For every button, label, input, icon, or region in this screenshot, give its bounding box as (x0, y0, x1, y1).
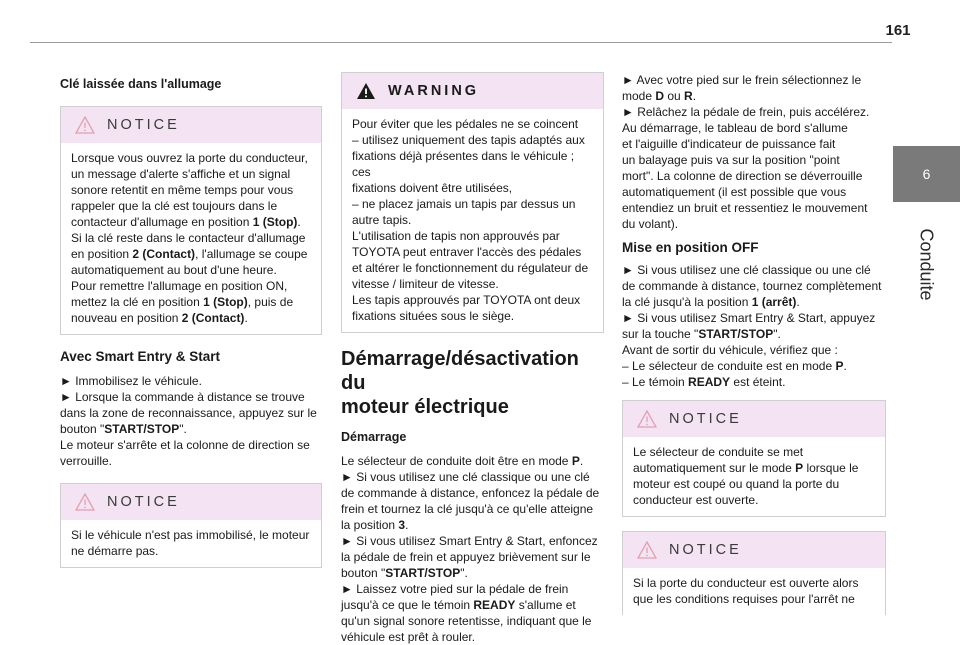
text-line: de commande à distance, enfoncez la pédale de (341, 486, 600, 500)
text-line: bouton "START/STOP". (60, 422, 187, 436)
chapter-title (893, 214, 960, 314)
warning-box (341, 72, 604, 333)
text-line: Si le véhicule n'est pas immobilisé, le moteur (71, 528, 310, 542)
text-line: – utilisez uniquement des tapis adaptés aux (352, 133, 585, 147)
notice-header (61, 107, 321, 143)
text-line: un message d'alerte s'affiche et un signal (71, 167, 291, 181)
bold-term: P (795, 461, 804, 475)
text-line: automatiquement (il est possible que vous (622, 185, 847, 199)
notice-box (60, 483, 322, 568)
main-heading-line-1: Démarrage/désactivation du (341, 348, 579, 394)
notice-box (622, 531, 886, 615)
text-line: et altérer le fonctionnement du régulateur de (352, 261, 589, 275)
bold-term: START/STOP (698, 327, 774, 341)
section-heading: Clé laissée dans l'allumage (60, 77, 222, 91)
main-heading (341, 347, 604, 419)
column-1 (60, 72, 322, 582)
text-line: Le sélecteur de conduite se met (633, 445, 804, 459)
text-line: Le moteur s'arrête et la colonne de direction se (60, 438, 310, 452)
bold-term: R (684, 89, 693, 103)
notice-box (60, 106, 322, 335)
text-line: véhicule est prêt à rouler. (341, 630, 476, 644)
text-line: ► Avec votre pied sur le frein sélectionnez le (622, 73, 862, 87)
chapter-title-text: Conduite (917, 227, 937, 301)
text-line: ► Relâchez la pédale de frein, puis accélérez. (622, 105, 870, 119)
text-line: – ne placez jamais un tapis par dessus un (352, 197, 576, 211)
text-line: Pour éviter que les pédales ne se coincent (352, 117, 579, 131)
text-line: – Le sélecteur de conduite est en mode P. (622, 359, 847, 373)
bold-term: 1 (Stop) (252, 215, 298, 229)
warning-header (342, 73, 603, 109)
bold-term: READY (473, 598, 516, 612)
notice-body (61, 143, 321, 334)
paragraph (60, 373, 322, 469)
bold-term: 2 (Contact) (132, 247, 196, 261)
bold-term: P (835, 359, 844, 373)
bold-term: START/STOP (385, 566, 461, 580)
column-2 (341, 72, 604, 645)
text-line: ► Si vous utilisez une clé classique ou une clé (622, 263, 871, 277)
text-line: TOYOTA peut entraver l'accès des pédales (352, 245, 582, 259)
text-line: – Le témoin READY est éteint. (622, 375, 786, 389)
notice-body (623, 437, 885, 516)
notice-body (623, 568, 885, 615)
text-line: conducteur est ouverte. (633, 493, 759, 507)
text-line: rappeler que la clé est toujours dans le (71, 199, 278, 213)
notice-label: NOTICE (107, 494, 180, 510)
notice-header (61, 484, 321, 520)
notice-label: NOTICE (669, 542, 742, 558)
warning-label: WARNING (388, 83, 480, 99)
warning-triangle-icon (637, 410, 657, 428)
text-line: contacteur d'allumage en position 1 (Stop). (71, 215, 301, 229)
text-line: la pédale de frein et appuyez brièvement sur le (341, 550, 591, 564)
header-rule (30, 42, 892, 43)
warning-triangle-icon (75, 116, 95, 134)
text-line: fixations doivent être utilisées, (352, 181, 513, 195)
bold-term: 2 (Contact) (181, 311, 245, 325)
text-line: bouton "START/STOP". (341, 566, 468, 580)
text-line: mort". La colonne de direction se déverrouille (622, 169, 863, 183)
text-line: ne démarre pas. (71, 544, 159, 558)
text-line: Le sélecteur de conduite doit être en mode P. (341, 454, 584, 468)
bold-term: START/STOP (104, 422, 180, 436)
text-line: L'utilisation de tapis non approuvés par (352, 229, 560, 243)
text-line: la clé jusqu'à la position 1 (arrêt). (622, 295, 800, 309)
text-line: sur la touche "START/STOP". (622, 327, 781, 341)
text-line: dans la zone de reconnaissance, appuyez sur le (60, 406, 317, 420)
paragraph (341, 453, 604, 645)
text-line: moteur est coupé ou quand la porte du (633, 477, 840, 491)
bold-term: P (571, 454, 580, 468)
text-line: en position 2 (Contact), l'allumage se coupe (71, 247, 308, 261)
notice-body (61, 520, 321, 567)
bold-term: 1 (arrêt) (751, 295, 797, 309)
column-3 (622, 72, 886, 629)
chapter-number: 6 (922, 166, 931, 182)
text-line: automatiquement sur le mode P lorsque le (633, 461, 859, 475)
text-line: que les conditions requises pour l'arrêt ne (633, 592, 855, 606)
warning-triangle-icon (637, 541, 657, 559)
warning-triangle-icon (75, 493, 95, 511)
text-line: de commande à distance, tournez complètement (622, 279, 882, 293)
notice-box (622, 400, 886, 517)
text-line: ► Lorsque la commande à distance se trouve (60, 390, 305, 404)
text-line: automatiquement au bout d'une heure. (71, 263, 277, 277)
warning-triangle-icon (356, 82, 376, 100)
paragraph (622, 262, 886, 390)
text-line: Au démarrage, le tableau de bord s'allume (622, 121, 848, 135)
section-heading: Démarrage (341, 430, 407, 444)
text-line: nouveau en position 2 (Contact). (71, 311, 248, 325)
text-line: Les tapis approuvés par TOYOTA ont deux (352, 293, 581, 307)
page-number: 161 (885, 22, 911, 39)
text-line: Pour remettre l'allumage en position ON, (71, 279, 288, 293)
text-line: verrouille. (60, 454, 113, 468)
section-heading: Avec Smart Entry & Start (60, 349, 221, 364)
text-line: Si la clé reste dans le contacteur d'allumage (71, 231, 306, 245)
section-heading: Mise en position OFF (622, 240, 759, 255)
text-line: vitesse / limiteur de vitesse. (352, 277, 499, 291)
bold-term: D (655, 89, 665, 103)
bold-term: 1 (Stop) (203, 295, 248, 309)
text-line: Si la porte du conducteur est ouverte alors (633, 576, 859, 590)
text-line: et l'aiguille d'indicateur de puissance fait (622, 137, 836, 151)
warning-body (342, 109, 603, 332)
text-line: la position 3. (341, 518, 409, 532)
notice-label: NOTICE (669, 411, 742, 427)
text-line: frein et tournez la clé jusqu'à ce qu'elle atteigne (341, 502, 594, 516)
text-line: entendiez un bruit et ressentiez le mouvement (622, 201, 868, 215)
text-line: ► Si vous utilisez Smart Entry & Start, enfoncez (341, 534, 598, 548)
bold-term: READY (688, 375, 731, 389)
text-line: qu'un signal sonore retentisse, indiquant que le (341, 614, 592, 628)
text-line: Avant de sortir du véhicule, vérifiez que : (622, 343, 838, 357)
chapter-tab[interactable] (893, 146, 960, 202)
text-line: du volant). (622, 217, 679, 231)
text-line: ► Laissez votre pied sur la pédale de frein (341, 582, 569, 596)
text-line: fixations déjà présentes dans le véhicule ; ces (352, 149, 575, 179)
text-line: un balayage puis va sur la position "point (622, 153, 840, 167)
paragraph (622, 72, 886, 232)
text-line: mode D ou R. (622, 89, 697, 103)
text-line: jusqu'à ce que le témoin READY s'allume et (341, 598, 576, 612)
text-line: Lorsque vous ouvrez la porte du conducteur, (71, 151, 308, 165)
text-line: ► Si vous utilisez une clé classique ou une clé (341, 470, 590, 484)
text-line: fixations situées sous le siège. (352, 309, 515, 323)
main-heading-line-2: moteur électrique (341, 396, 509, 418)
text-line: sonore retentit en même temps pour vous (71, 183, 294, 197)
notice-header (623, 401, 885, 437)
notice-label: NOTICE (107, 117, 180, 133)
text-line: autre tapis. (352, 213, 412, 227)
bold-term: 3 (398, 518, 406, 532)
text-line: ► Si vous utilisez Smart Entry & Start, appuyez (622, 311, 876, 325)
text-line: mettez la clé en position 1 (Stop), puis de (71, 295, 294, 309)
notice-header (623, 532, 885, 568)
text-line: ► Immobilisez le véhicule. (60, 374, 202, 388)
